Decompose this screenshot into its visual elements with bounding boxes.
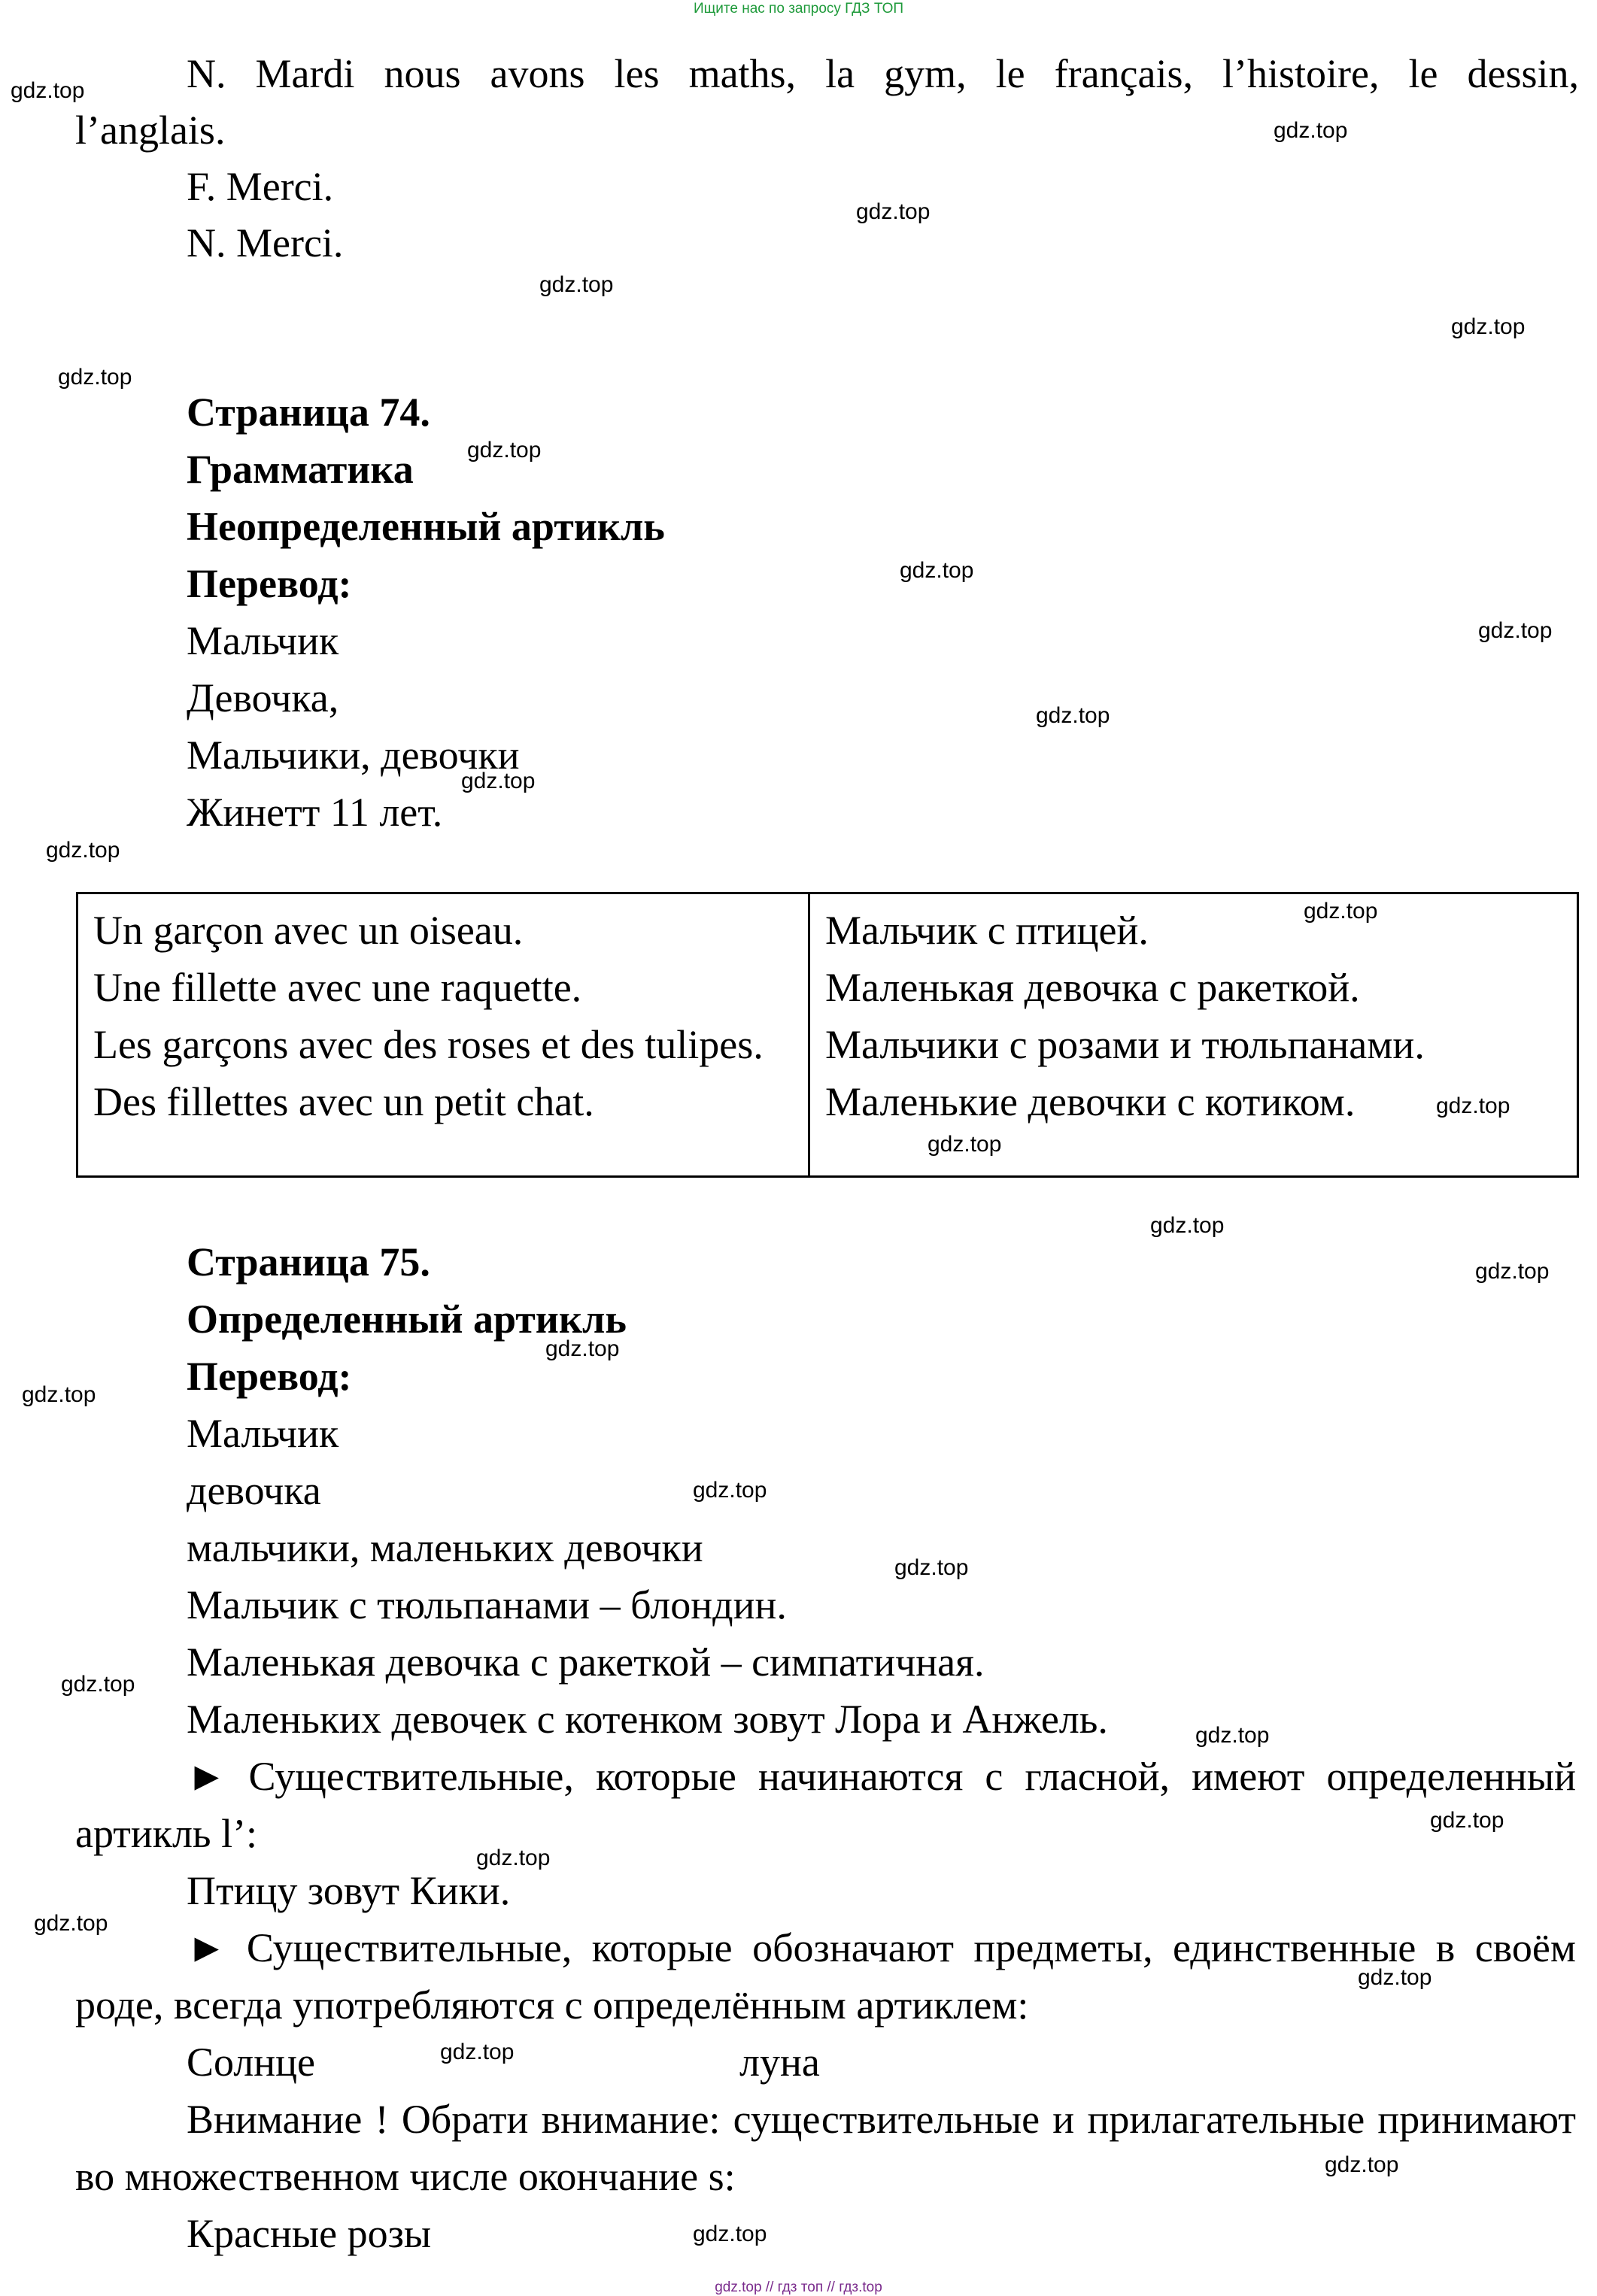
russian-sentence: Маленькие девочки с котиком. [825,1079,1356,1124]
watermark: gdz.top [693,2222,767,2246]
watermark: gdz.top [1436,1093,1510,1118]
page-74-subheading: Грамматика [187,447,414,492]
french-column [77,893,809,1177]
watermark: gdz.top [476,1846,551,1870]
russian-sentence: Маленькая девочка с ракеткой. [825,965,1360,1010]
watermark: gdz.top [900,558,974,583]
rule-unique-example-moon: луна [739,2040,820,2085]
footer-note: gdz.top // гдз топ // гдз.top [715,2279,882,2295]
watermark: gdz.top [856,199,931,224]
french-sentence: Des fillettes avec un petit chat. [93,1079,594,1124]
watermark: gdz.top [539,272,614,297]
watermark: gdz.top [1478,618,1553,643]
page-74-line: Девочка, [187,675,339,720]
rule-vowel-example: Птицу зовут Кики. [187,1868,511,1913]
watermark: gdz.top [693,1478,767,1503]
watermark: gdz.top [440,2040,515,2064]
watermark: gdz.top [1475,1259,1550,1284]
watermark: gdz.top [46,838,120,863]
page-75-line: Маленьких девочек с котенком зовут Лора и Анжель. [187,1697,1108,1742]
page-75-heading: Страница 75. [187,1239,430,1284]
page-74-line: Мальчики, девочки [187,732,520,778]
page-74-line: Мальчик [187,618,339,663]
intro-line-3: N. Merci. [187,220,344,265]
plural-note-example: Красные розы [187,2211,432,2256]
watermark: gdz.top [545,1336,620,1361]
rule-vowel-nouns: ► Существительные, которые начинаются с гласной, имеют определенный артикль l’: [75,1754,1576,1856]
page-75-line: Маленькая девочка с ракеткой – симпатичная. [187,1639,985,1685]
watermark: gdz.top [61,1672,135,1697]
watermark: gdz.top [928,1132,1002,1157]
watermark: gdz.top [11,78,85,103]
page-75-line: Мальчик [187,1411,339,1456]
french-sentence: Les garçons avec des roses et des tulipes. [93,1022,764,1067]
french-sentence: Un garçon avec un oiseau. [93,908,524,953]
page-74-heading: Страница 74. [187,390,430,435]
watermark: gdz.top [1325,2152,1399,2177]
header-note: Ищите нас по запросу ГДЗ ТОП [693,1,904,17]
watermark: gdz.top [22,1382,96,1407]
watermark: gdz.top [58,365,132,390]
page-75-line: мальчики, маленьких девочки [187,1525,703,1570]
watermark: gdz.top [1304,899,1378,924]
watermark: gdz.top [467,438,542,463]
watermark: gdz.top [1274,118,1348,143]
russian-sentence: Мальчики с розами и тюльпанами. [825,1022,1425,1067]
page-74-topic: Неопределенный артикль [187,504,665,549]
french-sentence: Une fillette avec une raquette. [93,965,582,1010]
rule-unique-nouns: ► Существительные, которые обозначают предметы, единственные в своём роде, всегда употребляются с определённым артиклем: [75,1925,1576,2028]
plural-note: Внимание ! Обрати внимание: существительные и прилагательные принимают во множественном числе окончание s: [75,2097,1576,2199]
watermark: gdz.top [1150,1213,1225,1238]
page-75-line: Мальчик с тюльпанами – блондин. [187,1582,787,1627]
rule-unique-example-sun: Солнце [187,2040,316,2085]
intro-line-2: F. Merci. [187,164,334,209]
watermark: gdz.top [1451,314,1526,339]
intro-line-1: N. Mardi nous avons les maths, la gym, le français, l’histoire, le dessin, [187,51,1579,96]
page-75-translation-label: Перевод: [187,1354,352,1399]
watermark: gdz.top [1195,1723,1270,1748]
watermark: gdz.top [1430,1808,1504,1833]
watermark: gdz.top [894,1555,969,1580]
page-74-line: Жинетт 11 лет. [187,790,443,835]
watermark: gdz.top [1036,703,1110,728]
page-75-line: девочка [187,1468,321,1513]
watermark: gdz.top [461,769,536,793]
russian-column [809,893,1578,1177]
page-75-topic: Определенный артикль [187,1297,627,1342]
russian-sentence: Мальчик с птицей. [825,908,1149,953]
watermark: gdz.top [34,1911,108,1936]
intro-line-1-cont: l’anglais. [75,108,226,153]
page-74-translation-label: Перевод: [187,561,352,606]
watermark: gdz.top [1358,1965,1432,1990]
translation-table [76,892,1579,1178]
